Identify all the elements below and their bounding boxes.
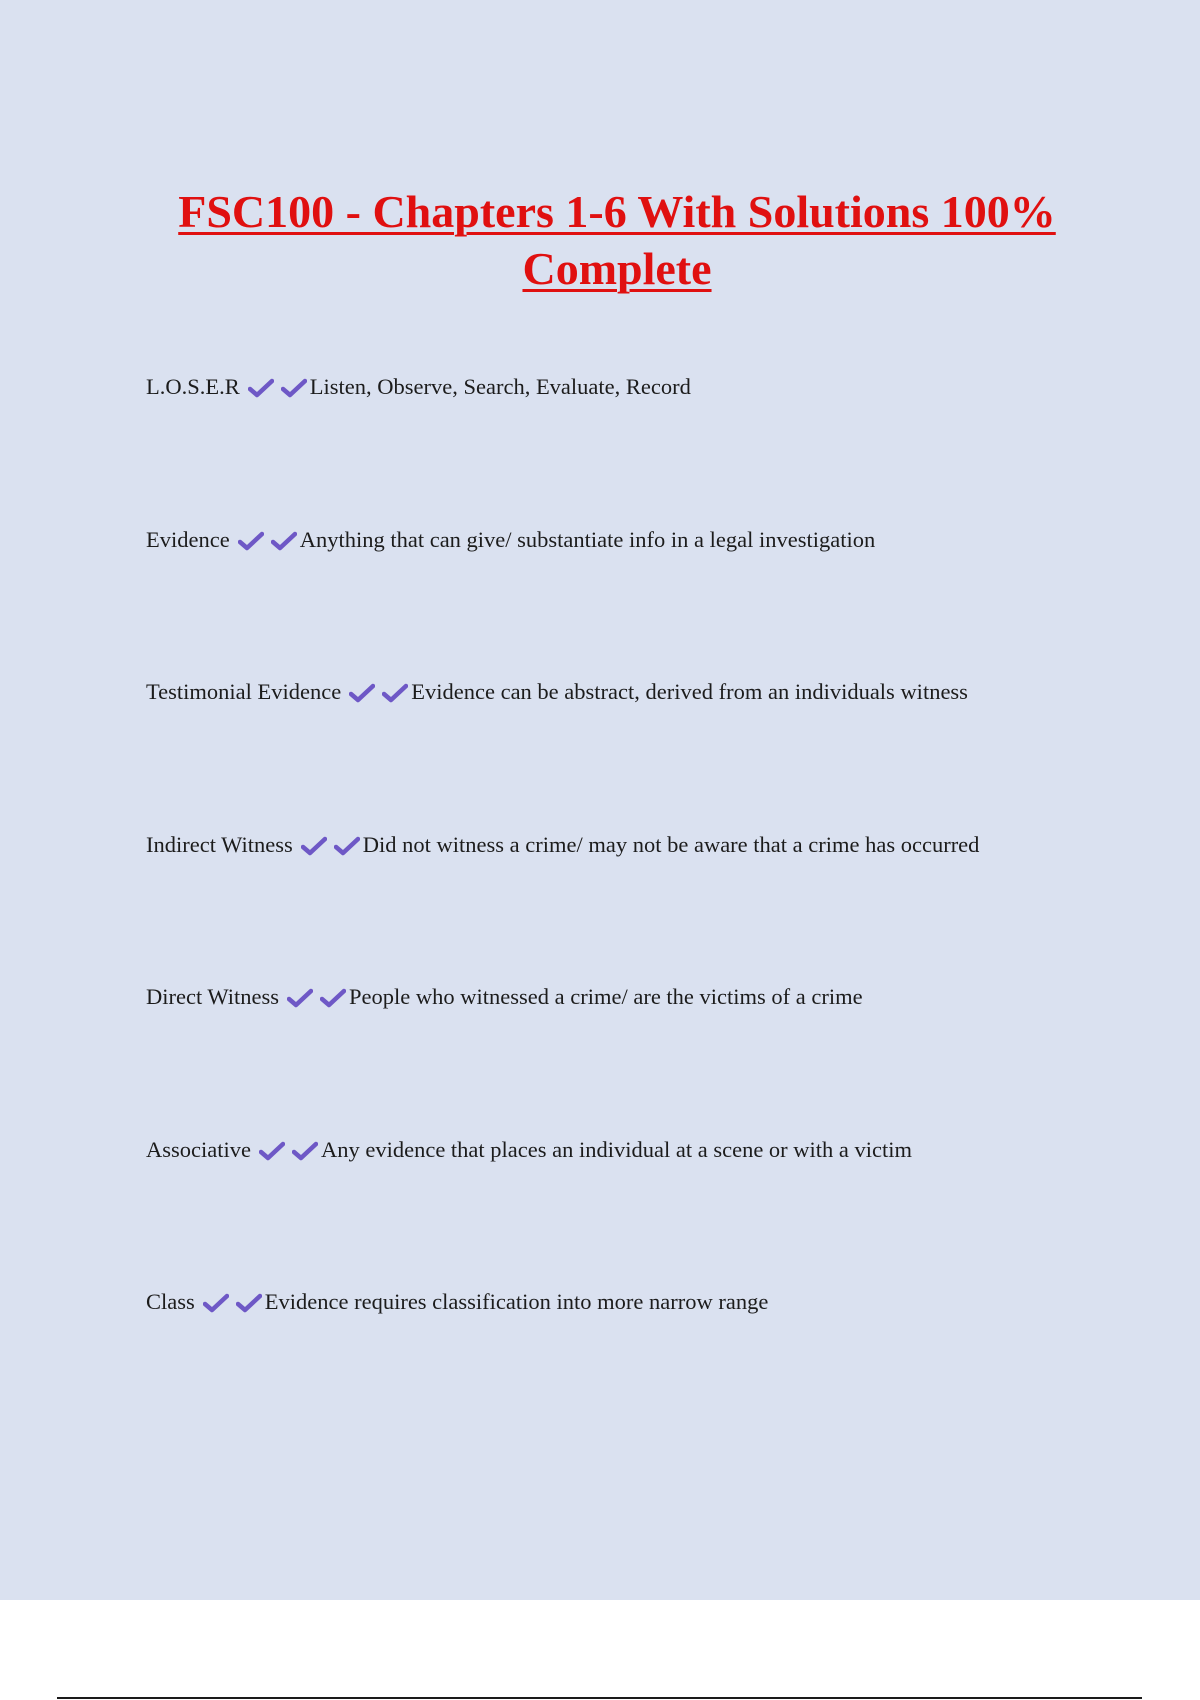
double-check-icons (287, 984, 347, 1018)
check-icon (203, 1293, 229, 1313)
entry-term: L.O.S.E.R (146, 374, 240, 399)
flashcard-entry (146, 523, 1146, 676)
entry-term: Associative (146, 1136, 251, 1162)
check-icon (236, 1293, 262, 1313)
check-icon (259, 1141, 285, 1161)
check-icon (349, 683, 375, 703)
entry-definition: Evidence requires classification into more narrow range (264, 1289, 769, 1314)
document-title: FSC100 - Chapters 1-6 With Solutions 100% Complete (178, 186, 1056, 294)
flashcard-entry (146, 1285, 1146, 1438)
entry-term: Evidence (146, 526, 230, 552)
entry-definition: Anything that can give/ substantiate info in a legal investigation (299, 526, 876, 552)
entry-definition: Evidence can be abstract, derived from an individuals witness (411, 679, 968, 704)
check-icon (248, 378, 274, 398)
entry-definition: Any evidence that places an individual at a scene or with a victim (320, 1136, 913, 1162)
check-icon (334, 836, 360, 856)
check-icon (382, 683, 408, 703)
flashcard-entry (146, 980, 1146, 1133)
double-check-icons (301, 832, 361, 866)
flashcard-entry (146, 370, 1146, 523)
entry-term: Testimonial Evidence (146, 679, 342, 704)
check-icon (292, 1141, 318, 1161)
entry-definition: People who witnessed a crime/ are the victims of a crime (349, 984, 863, 1009)
flashcard-list (146, 370, 1146, 1438)
check-icon (271, 531, 297, 551)
check-icon (287, 988, 313, 1008)
check-icon (238, 531, 264, 551)
double-check-icons (238, 527, 298, 561)
entry-term: Indirect Witness (146, 831, 293, 857)
flashcard-entry (146, 1133, 1146, 1286)
flashcard-entry (146, 675, 1146, 828)
double-check-icons (248, 374, 308, 408)
entry-term: Class (146, 1289, 195, 1314)
double-check-icons (349, 679, 409, 713)
flashcard-entry (146, 828, 1146, 981)
entry-term: Direct Witness (146, 984, 280, 1009)
double-check-icons (259, 1137, 319, 1171)
entry-definition: Listen, Observe, Search, Evaluate, Record (309, 374, 691, 399)
check-icon (320, 988, 346, 1008)
footer-divider (57, 1697, 1142, 1699)
entry-definition: Did not witness a crime/ may not be aware that a crime has occurred (362, 831, 980, 857)
check-icon (281, 378, 307, 398)
check-icon (301, 836, 327, 856)
double-check-icons (203, 1289, 263, 1323)
